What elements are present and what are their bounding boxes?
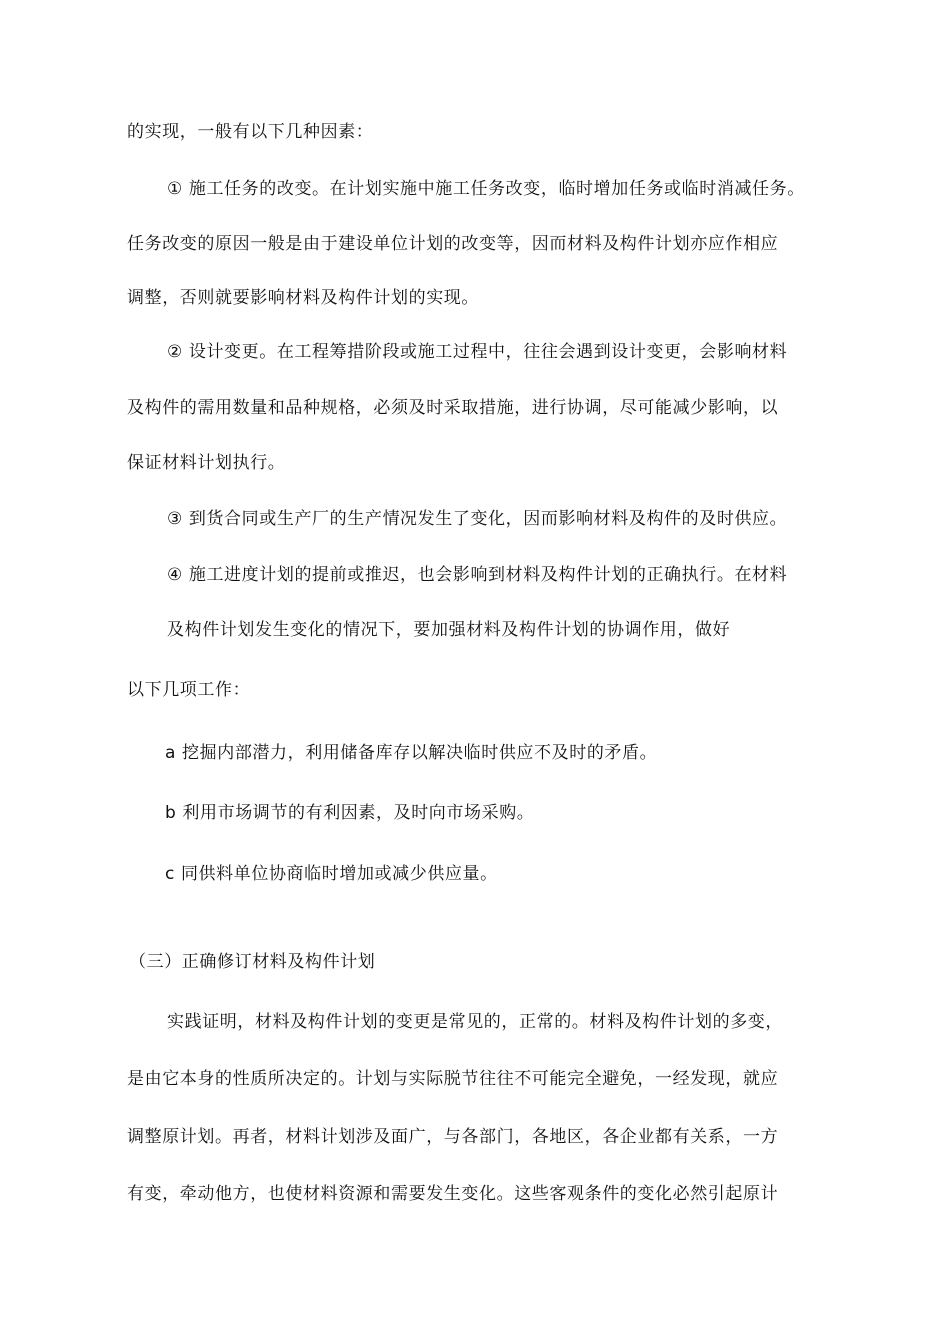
text-line: 及构件计划发生变化的情况下，要加强材料及构件计划的协调作用，做好 xyxy=(167,620,731,640)
text-line: 保证材料计划执行。 xyxy=(127,453,286,473)
text-line: 调整原计划。再者，材料计划涉及面广，与各部门，各地区，各企业都有关系，一方 xyxy=(127,1127,779,1147)
list-item-4: ④ 施工进度计划的提前或推迟，也会影响到材料及构件计划的正确执行。在材料 xyxy=(167,565,788,585)
text-line: 调整，否则就要影响材料及构件计划的实现。 xyxy=(127,288,479,308)
list-item-2: ② 设计变更。在工程筹措阶段或施工过程中，往往会遇到设计变更，会影响材料 xyxy=(167,342,788,362)
text-line: 是由它本身的性质所决定的。计划与实际脱节往往不可能完全避免，一经发现，就应 xyxy=(127,1069,779,1089)
sub-item-a: a 挖掘内部潜力，利用储备库存以解决临时供应不及时的矛盾。 xyxy=(165,743,658,763)
sub-item-b: b 利用市场调节的有利因素，及时向市场采购。 xyxy=(165,803,535,823)
sub-item-c: c 同供料单位协商临时增加或减少供应量。 xyxy=(165,864,498,884)
text-line: 任务改变的原因一般是由于建设单位计划的改变等，因而材料及构件计划亦应作相应 xyxy=(127,234,779,254)
list-item-1: ① 施工任务的改变。在计划实施中施工任务改变，临时增加任务或临时消减任务。 xyxy=(167,179,805,199)
section-heading: （三）正确修订材料及构件计划 xyxy=(129,952,376,972)
list-item-3: ③ 到货合同或生产厂的生产情况发生了变化，因而影响材料及构件的及时供应。 xyxy=(167,509,788,529)
text-line: 以下几项工作： xyxy=(127,680,251,700)
text-line: 及构件的需用数量和品种规格，必须及时采取措施，进行协调，尽可能减少影响，以 xyxy=(127,398,779,418)
paragraph-start: 实践证明，材料及构件计划的变更是常见的，正常的。材料及构件计划的多变， xyxy=(167,1012,783,1032)
text-line: 有变，牵动他方，也使材料资源和需要发生变化。这些客观条件的变化必然引起原计 xyxy=(127,1184,779,1204)
text-line: 的实现，一般有以下几种因素： xyxy=(127,122,374,142)
